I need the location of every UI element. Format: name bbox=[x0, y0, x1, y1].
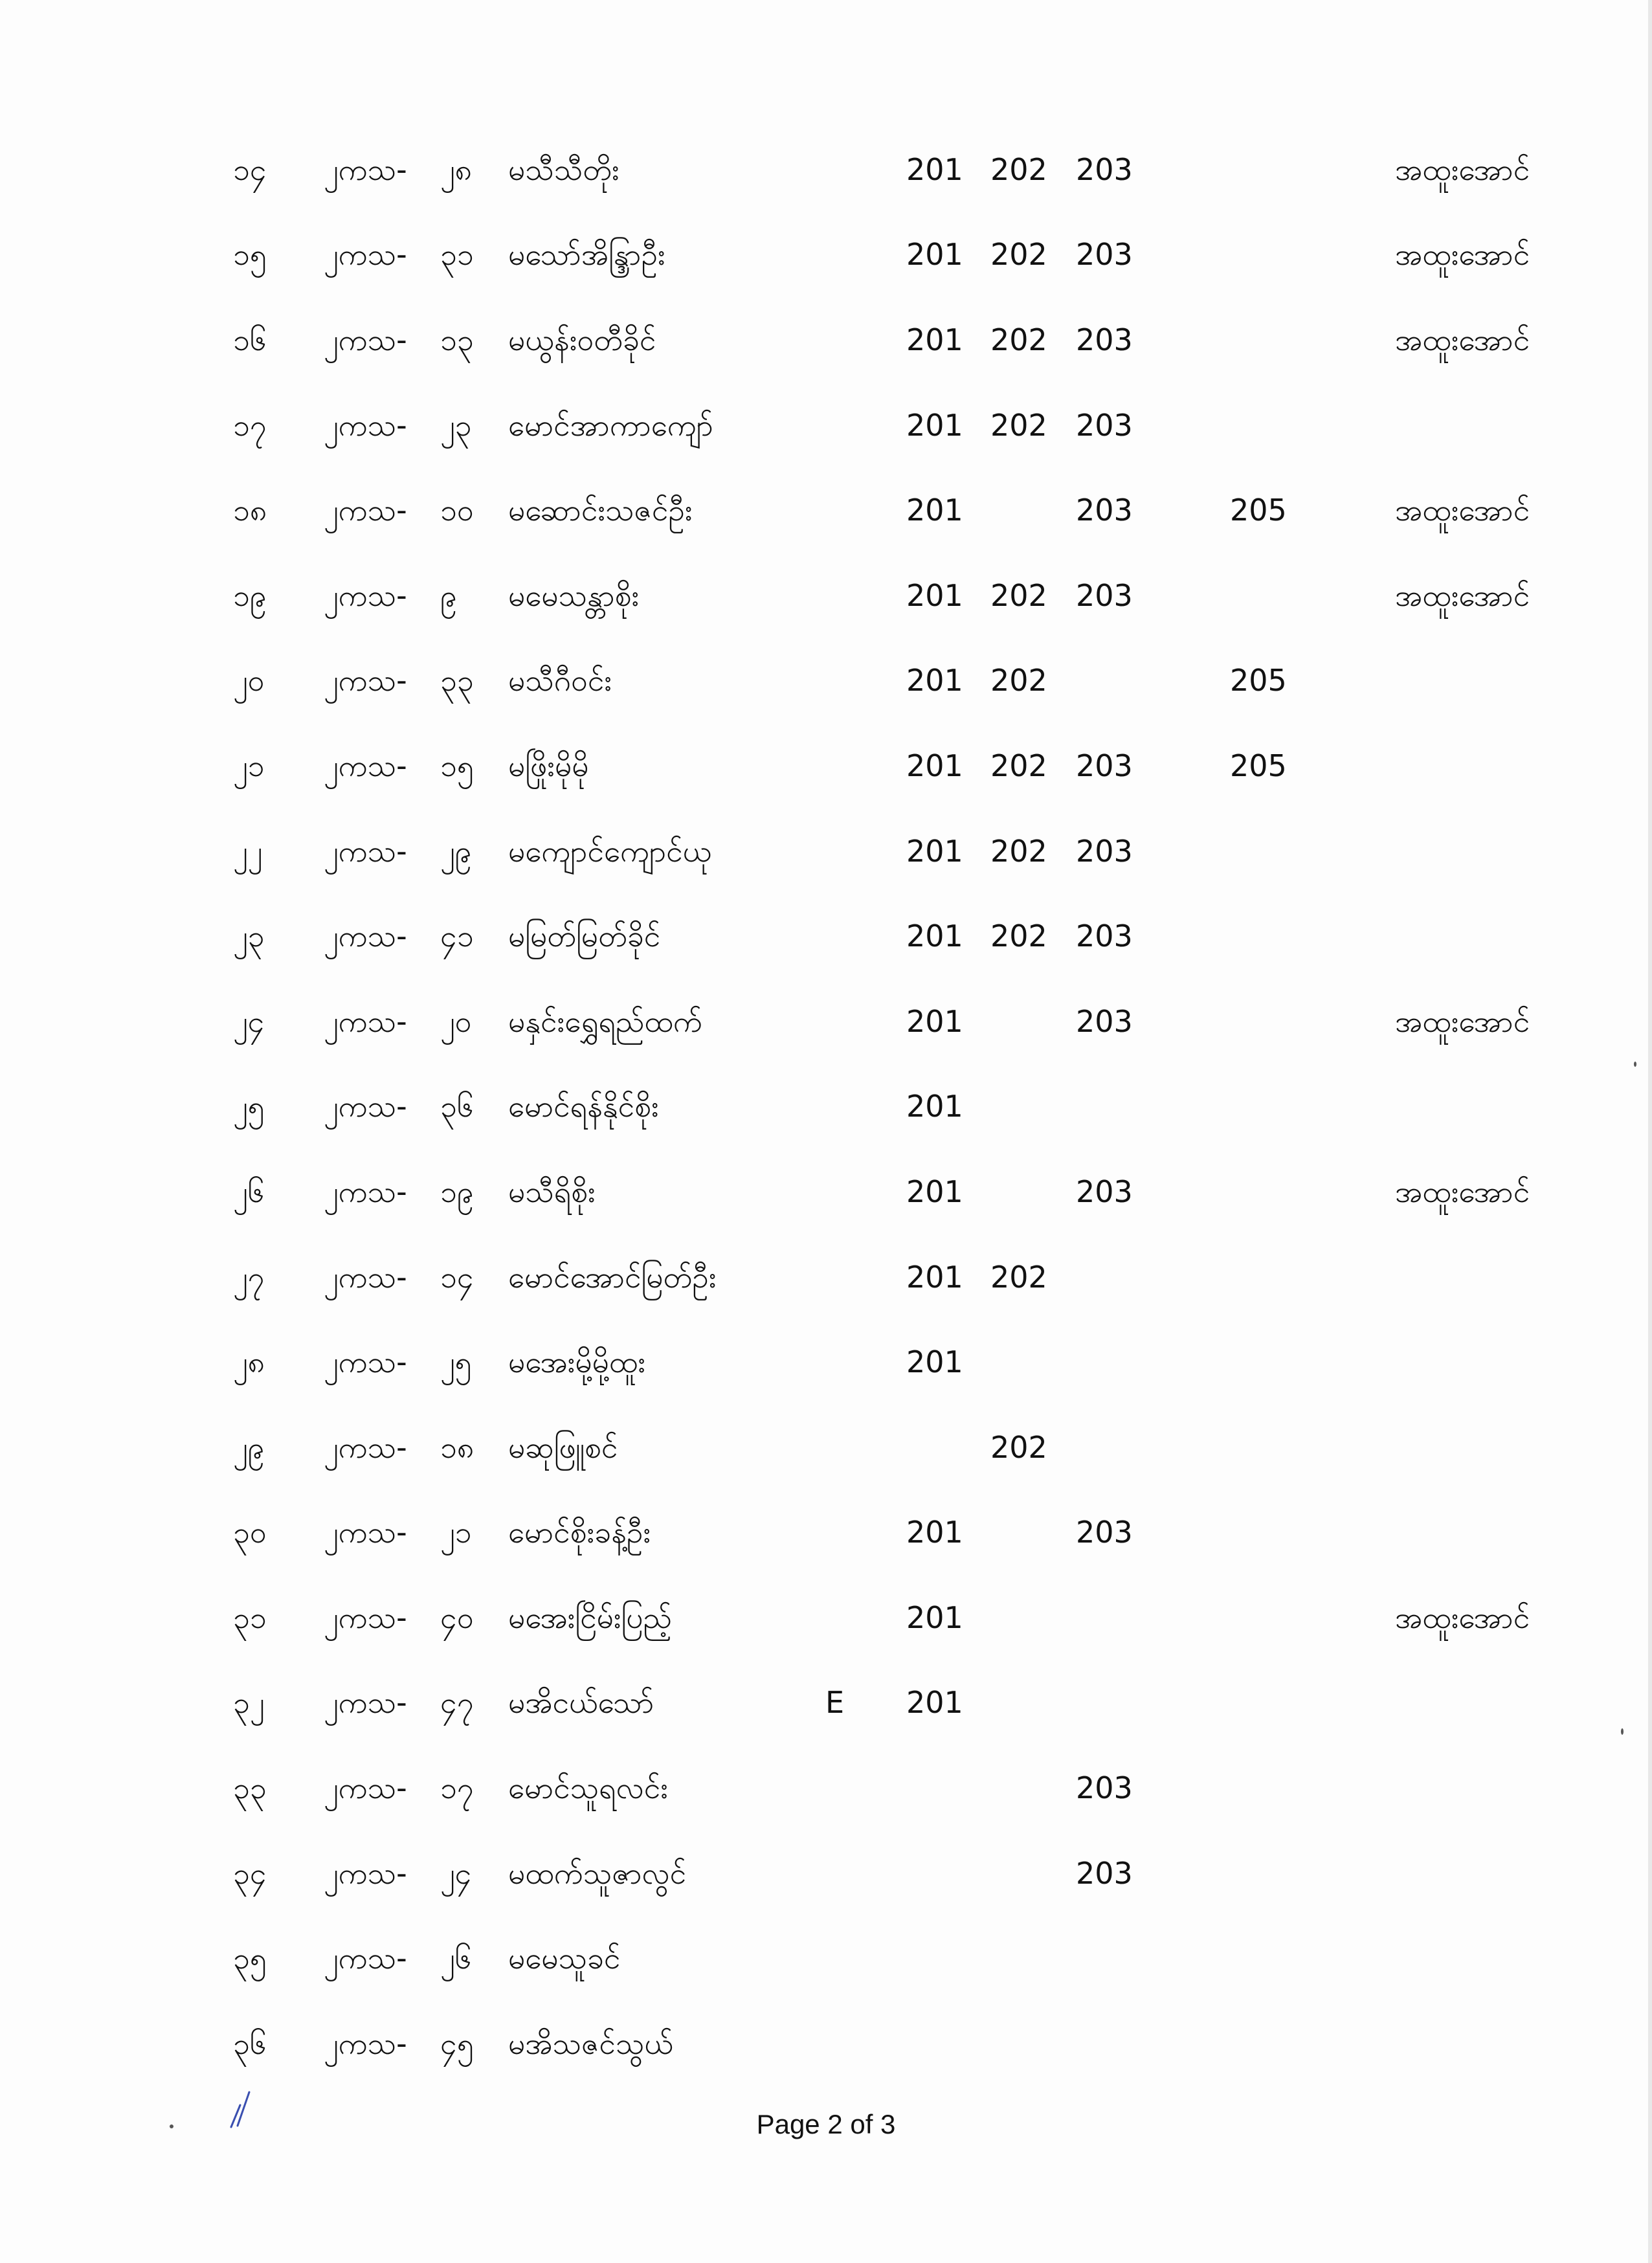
table-row bbox=[0, 553, 1652, 638]
table-row bbox=[0, 1319, 1652, 1405]
subject-202: 202 bbox=[990, 663, 1047, 698]
class-code: ၂ကသ- bbox=[324, 833, 407, 869]
student-name: မထက်သူဇာလွင် bbox=[508, 1855, 687, 1891]
roll-number: ၂၄ bbox=[440, 1855, 472, 1891]
student-name: မမေသန္တာစိုး bbox=[508, 577, 640, 613]
e-mark: E bbox=[825, 1685, 845, 1721]
remark: အထူးအောင် bbox=[1395, 1600, 1530, 1635]
roll-number: ၄၀ bbox=[440, 1600, 474, 1635]
table-row bbox=[0, 383, 1652, 468]
subject-205: 205 bbox=[1230, 493, 1287, 528]
subject-201: 201 bbox=[906, 1259, 963, 1295]
table-row bbox=[0, 1149, 1652, 1234]
row-number: ၂၂ bbox=[233, 833, 263, 869]
row-number: ၃၅ bbox=[233, 1941, 267, 1976]
subject-201: 201 bbox=[906, 919, 963, 954]
class-code: ၂ကသ- bbox=[324, 1259, 407, 1295]
page-footer: Page 2 of 3 bbox=[756, 2109, 896, 2139]
row-number: ၃၄ bbox=[233, 1855, 267, 1891]
subject-201: 201 bbox=[906, 407, 963, 443]
roll-number: ၂၆ bbox=[440, 1941, 472, 1976]
roll-number: ၁၉ bbox=[440, 1174, 474, 1209]
subject-202: 202 bbox=[990, 237, 1047, 273]
remark: အထူးအောင် bbox=[1395, 493, 1530, 528]
subject-201: 201 bbox=[906, 663, 963, 698]
remark: အထူးအောင် bbox=[1395, 1003, 1530, 1039]
student-name: မောင်စိုးခန့်ဦး bbox=[508, 1515, 651, 1550]
table-row bbox=[0, 297, 1652, 383]
subject-201: 201 bbox=[906, 237, 963, 273]
subject-202: 202 bbox=[990, 407, 1047, 443]
subject-201: 201 bbox=[906, 322, 963, 357]
subject-203: 203 bbox=[1076, 151, 1133, 187]
speck bbox=[1621, 1728, 1624, 1735]
subject-203: 203 bbox=[1076, 322, 1133, 357]
student-name: မောင်သူရလင်း bbox=[508, 1770, 668, 1806]
student-name: မမေသူခင် bbox=[508, 1941, 621, 1976]
class-code: ၂ကသ- bbox=[324, 2025, 407, 2061]
table-row bbox=[0, 467, 1652, 553]
row-number: ၃၁ bbox=[233, 1600, 267, 1635]
table-row bbox=[0, 1064, 1652, 1150]
roll-number: ၁၀ bbox=[440, 493, 474, 528]
table-row bbox=[0, 1490, 1652, 1576]
subject-202: 202 bbox=[990, 919, 1047, 954]
student-name: မမြတ်မြတ်ခိုင် bbox=[508, 919, 661, 954]
row-number: ၂၀ bbox=[233, 663, 265, 698]
class-code: ၂ကသ- bbox=[324, 237, 407, 273]
table-row bbox=[0, 1660, 1652, 1746]
class-code: ၂ကသ- bbox=[324, 1855, 407, 1891]
class-code: ၂ကသ- bbox=[324, 1174, 407, 1209]
student-name: မနှင်းရွှေရည်ထက် bbox=[508, 1003, 702, 1039]
roll-number: ၁၅ bbox=[440, 748, 474, 783]
row-number: ၁၆ bbox=[233, 322, 267, 357]
table-row bbox=[0, 1831, 1652, 1916]
subject-201: 201 bbox=[906, 1515, 963, 1550]
class-code: ၂ကသ- bbox=[324, 407, 407, 443]
student-name: မသီရိစိုး bbox=[508, 1174, 596, 1209]
student-name: မောင်ရန်နိုင်စိုး bbox=[508, 1089, 659, 1124]
student-name: မသီသီတိုး bbox=[508, 151, 620, 187]
subject-201: 201 bbox=[906, 1685, 963, 1721]
roll-number: ၁၄ bbox=[440, 1259, 474, 1295]
subject-205: 205 bbox=[1230, 748, 1287, 783]
table-row bbox=[0, 127, 1652, 212]
roll-number: ၂၅ bbox=[440, 1344, 472, 1380]
subject-201: 201 bbox=[906, 748, 963, 783]
subject-201: 201 bbox=[906, 1089, 963, 1124]
roll-number: ၁၈ bbox=[440, 1429, 474, 1465]
remark: အထူးအောင် bbox=[1395, 322, 1530, 357]
roll-number: ၉ bbox=[440, 577, 457, 613]
speck bbox=[1634, 1062, 1636, 1067]
table-row bbox=[0, 893, 1652, 979]
subject-201: 201 bbox=[906, 577, 963, 613]
subject-203: 203 bbox=[1076, 577, 1133, 613]
class-code: ၂ကသ- bbox=[324, 1770, 407, 1806]
subject-201: 201 bbox=[906, 493, 963, 528]
subject-202: 202 bbox=[990, 833, 1047, 869]
student-name: မောင်အာကာကျော် bbox=[508, 407, 713, 443]
roll-number: ၃၆ bbox=[440, 1089, 474, 1124]
roll-number: ၂၃ bbox=[440, 407, 472, 443]
class-code: ၂ကသ- bbox=[324, 1003, 407, 1039]
subject-202: 202 bbox=[990, 1429, 1047, 1465]
roll-number: ၂၀ bbox=[440, 1003, 472, 1039]
student-name: မဆုဖြူစင် bbox=[508, 1429, 618, 1465]
student-name: မဖြိုးမိုမို bbox=[508, 748, 589, 783]
subject-201: 201 bbox=[906, 1600, 963, 1635]
subject-201: 201 bbox=[906, 1174, 963, 1209]
roll-number: ၄၅ bbox=[440, 2025, 474, 2061]
subject-203: 203 bbox=[1076, 919, 1133, 954]
roll-number: ၂၁ bbox=[440, 1515, 472, 1550]
class-code: ၂ကသ- bbox=[324, 748, 407, 783]
class-code: ၂ကသ- bbox=[324, 577, 407, 613]
row-number: ၂၅ bbox=[233, 1089, 265, 1124]
class-code: ၂ကသ- bbox=[324, 1344, 407, 1380]
row-number: ၂၆ bbox=[233, 1174, 265, 1209]
class-code: ၂ကသ- bbox=[324, 1685, 407, 1721]
roll-number: ၂၉ bbox=[440, 833, 472, 869]
subject-201: 201 bbox=[906, 1344, 963, 1380]
table-row bbox=[0, 979, 1652, 1064]
results-list bbox=[0, 127, 1652, 2086]
student-name: မဆောင်းသဇင်ဦး bbox=[508, 493, 693, 528]
subject-201: 201 bbox=[906, 833, 963, 869]
table-row bbox=[0, 638, 1652, 724]
student-name: မသော်အိန္ဒြာဦး bbox=[508, 237, 665, 273]
table-row bbox=[0, 1405, 1652, 1490]
row-number: ၃၂ bbox=[233, 1685, 265, 1721]
table-row bbox=[0, 1745, 1652, 1831]
remark: အထူးအောင် bbox=[1395, 1174, 1530, 1209]
remark: အထူးအောင် bbox=[1395, 237, 1530, 273]
row-number: ၂၉ bbox=[233, 1429, 265, 1465]
table-row bbox=[0, 808, 1652, 894]
roll-number: ၄၇ bbox=[440, 1685, 474, 1721]
student-name: မအေးငြိမ်းပြည့် bbox=[508, 1600, 672, 1635]
subject-203: 203 bbox=[1076, 407, 1133, 443]
row-number: ၁၅ bbox=[233, 237, 267, 273]
subject-205: 205 bbox=[1230, 663, 1287, 698]
remark: အထူးအောင် bbox=[1395, 151, 1530, 187]
class-code: ၂ကသ- bbox=[324, 151, 407, 187]
subject-203: 203 bbox=[1076, 1174, 1133, 1209]
table-row bbox=[0, 1234, 1652, 1320]
roll-number: ၁၇ bbox=[440, 1770, 474, 1806]
subject-203: 203 bbox=[1076, 1515, 1133, 1550]
student-name: မအိသဇင်သွယ် bbox=[508, 2025, 673, 2061]
subject-202: 202 bbox=[990, 577, 1047, 613]
roll-number: ၄၁ bbox=[440, 919, 474, 954]
class-code: ၂ကသ- bbox=[324, 1515, 407, 1550]
table-row bbox=[0, 723, 1652, 808]
subject-203: 203 bbox=[1076, 1855, 1133, 1891]
table-row bbox=[0, 1915, 1652, 2001]
table-row bbox=[0, 1575, 1652, 1660]
remark: အထူးအောင် bbox=[1395, 577, 1530, 613]
student-name: မောင်အောင်မြတ်ဦး bbox=[508, 1259, 717, 1295]
row-number: ၃၃ bbox=[233, 1770, 267, 1806]
subject-201: 201 bbox=[906, 151, 963, 187]
row-number: ၁၈ bbox=[233, 493, 267, 528]
row-number: ၁၇ bbox=[233, 407, 267, 443]
subject-202: 202 bbox=[990, 748, 1047, 783]
student-name: မအိငယ်သော် bbox=[508, 1685, 654, 1721]
row-number: ၂၄ bbox=[233, 1003, 265, 1039]
class-code: ၂ကသ- bbox=[324, 1600, 407, 1635]
roll-number: ၃၁ bbox=[440, 237, 474, 273]
subject-201: 201 bbox=[906, 1003, 963, 1039]
subject-202: 202 bbox=[990, 151, 1047, 187]
student-name: မကျောင်ကျောင်ယု bbox=[508, 833, 712, 869]
student-name: မသီဂီဝင်း bbox=[508, 663, 612, 698]
row-number: ၁၉ bbox=[233, 577, 267, 613]
subject-203: 203 bbox=[1076, 237, 1133, 273]
class-code: ၂ကသ- bbox=[324, 919, 407, 954]
row-number: ၁၄ bbox=[233, 151, 267, 187]
subject-202: 202 bbox=[990, 322, 1047, 357]
student-name: မအေးမို့မို့ထူး bbox=[508, 1344, 646, 1380]
student-name: မယွန်းဝတီခိုင် bbox=[508, 322, 656, 357]
class-code: ၂ကသ- bbox=[324, 663, 407, 698]
row-number: ၂၈ bbox=[233, 1344, 265, 1380]
table-row bbox=[0, 2001, 1652, 2086]
row-number: ၂၃ bbox=[233, 919, 265, 954]
subject-203: 203 bbox=[1076, 748, 1133, 783]
row-number: ၃၀ bbox=[233, 1515, 267, 1550]
class-code: ၂ကသ- bbox=[324, 1429, 407, 1465]
class-code: ၂ကသ- bbox=[324, 322, 407, 357]
class-code: ၂ကသ- bbox=[324, 1089, 407, 1124]
roll-number: ၂၈ bbox=[440, 151, 472, 187]
subject-203: 203 bbox=[1076, 1003, 1133, 1039]
subject-203: 203 bbox=[1076, 1770, 1133, 1806]
class-code: ၂ကသ- bbox=[324, 1941, 407, 1976]
class-code: ၂ကသ- bbox=[324, 493, 407, 528]
roll-number: ၃၃ bbox=[440, 663, 474, 698]
table-row bbox=[0, 212, 1652, 298]
roll-number: ၁၃ bbox=[440, 322, 474, 357]
row-number: ၂၁ bbox=[233, 748, 265, 783]
row-number: ၂၇ bbox=[233, 1259, 265, 1295]
subject-203: 203 bbox=[1076, 833, 1133, 869]
row-number: ၃၆ bbox=[233, 2025, 267, 2061]
subject-203: 203 bbox=[1076, 493, 1133, 528]
subject-202: 202 bbox=[990, 1259, 1047, 1295]
